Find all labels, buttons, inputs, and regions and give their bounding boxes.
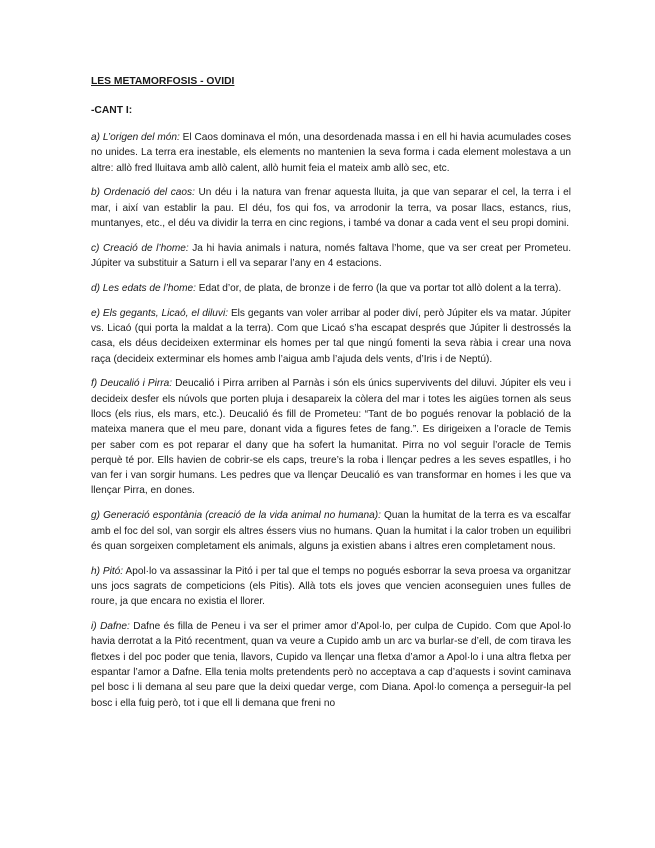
paragraph-origen bbox=[91, 130, 571, 176]
paragraph-ordenacio bbox=[91, 185, 571, 231]
paragraph-edats bbox=[91, 281, 571, 296]
paragraph-heading: h) Pitó: bbox=[91, 565, 124, 577]
paragraph-heading: f) Deucalió i Pirra: bbox=[91, 378, 173, 390]
document-title: LES METAMORFOSIS - OVIDI bbox=[91, 76, 235, 87]
paragraph-gegants bbox=[91, 306, 571, 367]
paragraph-text: Dafne és filla de Peneu i va ser el primer amor d’Apol·lo, per culpa de Cupido. Com que Apol·lo havia derrotat a la Pitó recentment, quan va veure a Cupido amb un arc va burlar-se d’ell, de com tirava les fletxes i del poc poder que tenia, llavors, Cupido va llençar una fletxa d’amor a Apol·lo i una altra fletxa per espantar l’amor a Dafne. Ella tenia molts pretendents però no acceptava a cap d’aquests i sovint caminava pel bosc i li demana al seu pare que la deixi quedar verge, com Diana. Apol·lo comença a perseguir-la pel bosc i ella fuig però, tot i que ell li demana que freni no bbox=[91, 621, 571, 709]
paragraph-heading: e) Els gegants, Licaó, el diluvi: bbox=[91, 307, 229, 319]
paragraph-text: Ja hi havia animals i natura, només faltava l’home, que va ser creat per Prometeu. Júpiter va substituir a Saturn i ell va separar l’any en 4 estacions. bbox=[91, 242, 571, 270]
paragraph-text: El Caos dominava el món, una desordenada massa i en ell hi havia acumulades coses no unides. La terra era inestable, els elements no mantenien la seva forma i cada element molestava a un altre: allò fred lluitava amb allò calent, allò humit feia el mateix amb allò sec, etc. bbox=[91, 132, 571, 174]
paragraph-text: Els gegants van voler arribar al poder diví, però Júpiter els va matar. Júpiter vs. Licaó (qui porta la maldat a la terra). Com que Licaó s’ha escapat després que Júpiter li destrossés la casa, els déus decideixen exterminar els homes per tal que ningú fomenti la seva ràbia i crear una nova raça (decideix exterminar els homes amb l’aigua amb l’ajuda dels vents, d’Iris i de Neptú). bbox=[91, 307, 571, 365]
paragraph-heading: c) Creació de l’home: bbox=[91, 242, 189, 254]
paragraph-pito bbox=[91, 564, 571, 610]
paragraph-heading: a) L’origen del món: bbox=[91, 132, 180, 143]
paragraph-heading: b) Ordenació del caos: bbox=[91, 187, 195, 199]
paragraph-text: Edat d’or, de plata, de bronze i de ferro (la que va portar tot allò dolent a la terra). bbox=[195, 282, 562, 294]
section-heading: -CANT I: bbox=[91, 105, 133, 116]
paragraph-dafne bbox=[91, 619, 571, 711]
paragraph-text: Un déu i la natura van frenar aquesta lluita, ja que van separar el cel, la terra i el mar, i així van establir la pau. El déu, fos qui fos, va arrodonir la terra, va posar llacs, estancs, rius, muntanyes, etc., el déu va dividir la terra en cinc regions, i també va donar a cada vent el seu propi domini. bbox=[91, 187, 571, 229]
paragraph-text: Quan la humitat de la terra es va escalfar amb el foc del sol, van sorgir els altres éssers vius no humans. Quan la humitat i la calor troben un equilibri és quan sorgeixen completament els animals, alguns ja existien abans i altres eren completament nous. bbox=[91, 510, 572, 552]
paragraph-heading: d) Les edats de l’home: bbox=[91, 282, 196, 294]
paragraph-text: Apol·lo va assassinar la Pitó i per tal que el temps no pogués esborrar la seva proesa va organitzar uns jocs sagrats de competicions (els Pitis). Allà tots els joves que vencien aconseguien unes fulles de roure, ja que encara no existia el llorer. bbox=[91, 565, 571, 608]
paragraph-heading: g) Generació espontània (creació de la vida animal no humana): bbox=[91, 510, 381, 522]
paragraph-generacio bbox=[91, 508, 571, 554]
paragraph-deucalio bbox=[91, 376, 571, 498]
paragraph-text: Deucalió i Pirra arriben al Parnàs i són els únics supervivents del diluvi. Júpiter els veu i decideix desfer els núvols que porten pluja i desapareix la còlera del mar i totes les aigües tornen als seus llocs (els rius, els mars, etc.). Deucalió és fill de Prometeu: “Tant de bo pogués renovar la població de la mateixa manera que el meu pare, donant vida a figures fetes de fang.”. Es dirigeixen a l’oracle de Temis per saber com es pot reparar el dany que ha sofert la humanitat. Pirra no vol seguir l’oracle de Temis perquè té por. Ells havien de cobrir-se els caps, treure’s la roba i llençar pedres a les seves espatlles, i ho van fer i van sorgir humans. Les pedres que va llençar Deucalió es van transformar en homes i les que va llençar Pirra, en dones. bbox=[91, 378, 572, 497]
paragraph-creacio-home bbox=[91, 241, 571, 272]
paragraph-heading: i) Dafne: bbox=[91, 621, 130, 633]
